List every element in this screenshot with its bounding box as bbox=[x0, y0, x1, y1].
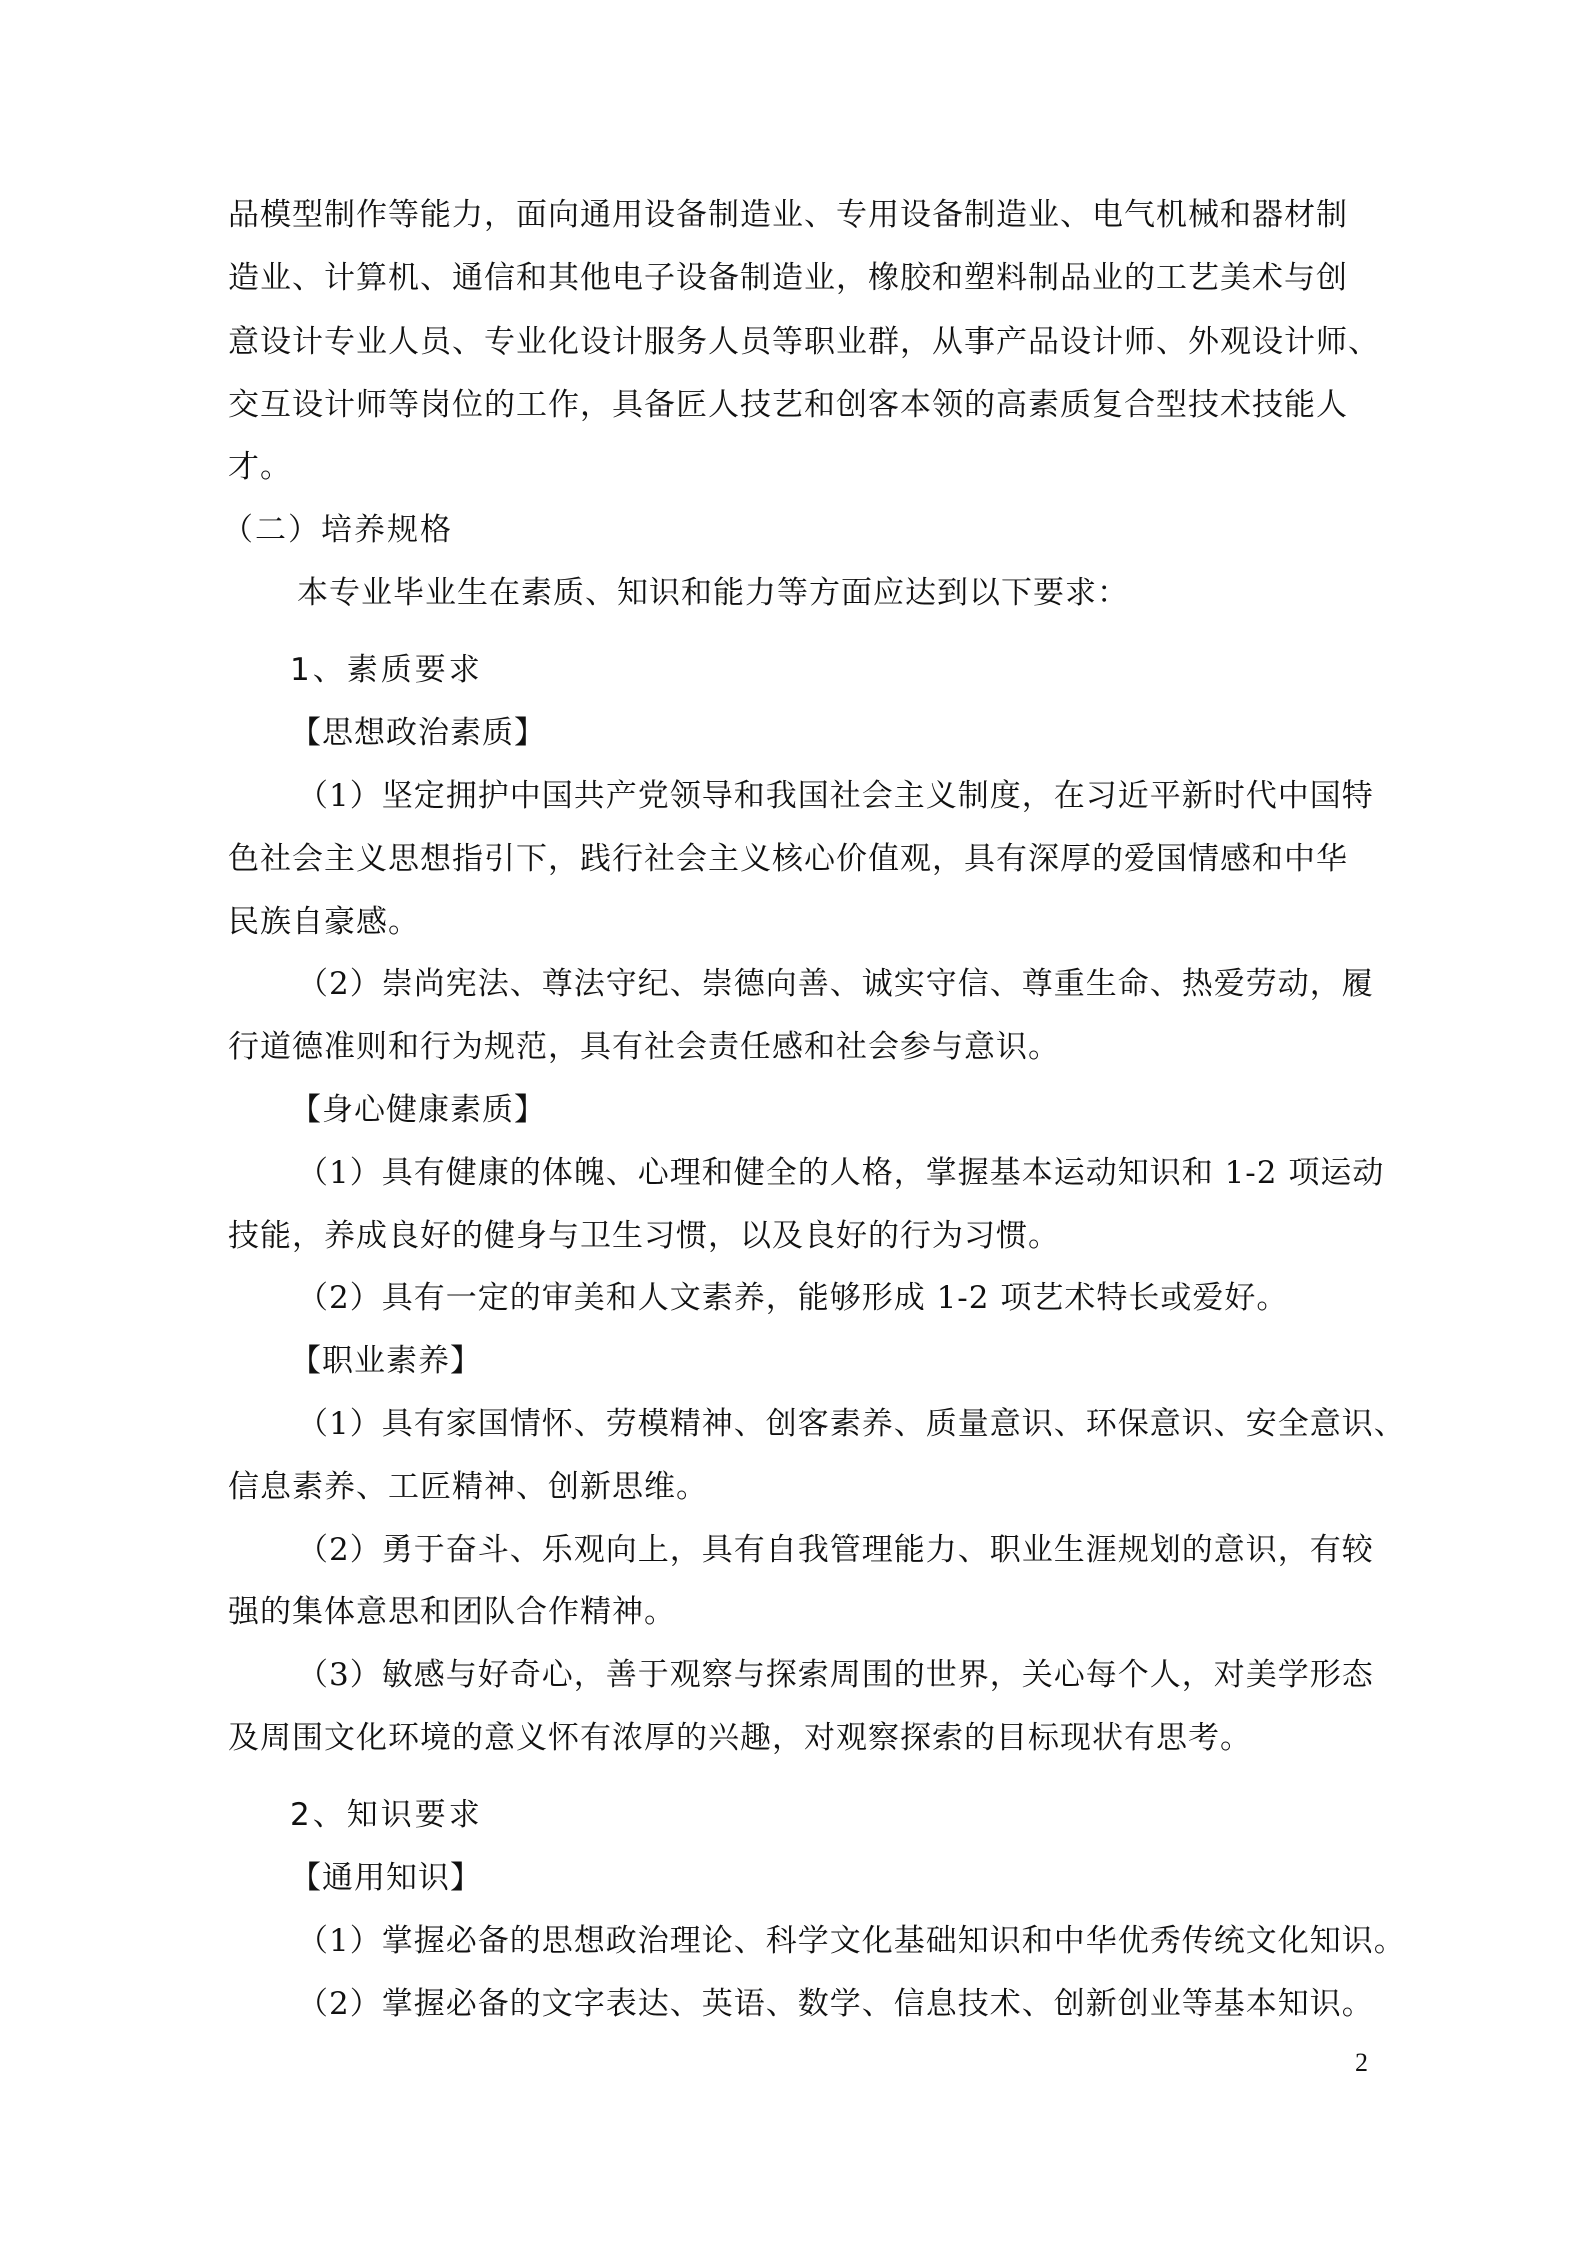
professional-item3-line2: 及周围文化环境的意义怀有浓厚的兴趣，对观察探索的目标现状有思考。 bbox=[228, 1720, 1252, 1756]
general-knowledge-item1: （1）掌握必备的思想政治理论、科学文化基础知识和中华优秀传统文化知识。 bbox=[297, 1923, 1406, 1959]
political-item1-line1: （1）坚定拥护中国共产党领导和我国社会主义制度，在习近平新时代中国特 bbox=[297, 778, 1374, 814]
intro-line-5: 才。 bbox=[228, 449, 292, 485]
health-item1-line2: 技能，养成良好的健身与卫生习惯，以及良好的行为习惯。 bbox=[228, 1218, 1060, 1254]
section-intro: 本专业毕业生在素质、知识和能力等方面应达到以下要求： bbox=[297, 575, 1129, 611]
knowledge-heading: 2、知识要求 bbox=[290, 1797, 483, 1833]
professional-item1-line2: 信息素养、工匠精神、创新思维。 bbox=[228, 1469, 708, 1505]
page-number: 2 bbox=[1355, 2048, 1368, 2077]
health-item1-line1: （1）具有健康的体魄、心理和健全的人格，掌握基本运动知识和 1-2 项运动 bbox=[297, 1155, 1385, 1191]
quality-heading: 1、素质要求 bbox=[290, 652, 483, 688]
general-knowledge-item2: （2）掌握必备的文字表达、英语、数学、信息技术、创新创业等基本知识。 bbox=[297, 1986, 1374, 2022]
political-item1-line2: 色社会主义思想指引下，践行社会主义核心价值观，具有深厚的爱国情感和中华 bbox=[228, 841, 1348, 877]
professional-item2-line1: （2）勇于奋斗、乐观向上，具有自我管理能力、职业生涯规划的意识，有较 bbox=[297, 1532, 1374, 1568]
intro-line-2: 造业、计算机、通信和其他电子设备制造业，橡胶和塑料制品业的工艺美术与创 bbox=[228, 260, 1348, 296]
political-item2-line1: （2）崇尚宪法、尊法守纪、崇德向善、诚实守信、尊重生命、热爱劳动，履 bbox=[297, 966, 1374, 1002]
intro-line-3: 意设计专业人员、专业化设计服务人员等职业群，从事产品设计师、外观设计师、 bbox=[228, 324, 1380, 360]
health-title: 【身心健康素质】 bbox=[290, 1092, 546, 1128]
health-item2-line1: （2）具有一定的审美和人文素养，能够形成 1-2 项艺术特长或爱好。 bbox=[297, 1280, 1289, 1316]
political-item1-line3: 民族自豪感。 bbox=[228, 904, 420, 940]
general-knowledge-title: 【通用知识】 bbox=[290, 1860, 482, 1896]
professional-item3-line1: （3）敏感与好奇心，善于观察与探索周围的世界，关心每个人，对美学形态 bbox=[297, 1657, 1374, 1693]
professional-item2-line2: 强的集体意思和团队合作精神。 bbox=[228, 1594, 676, 1630]
political-title: 【思想政治素质】 bbox=[290, 715, 546, 751]
section-title: （二）培养规格 bbox=[222, 512, 453, 548]
intro-line-4: 交互设计师等岗位的工作，具备匠人技艺和创客本领的高素质复合型技术技能人 bbox=[228, 387, 1348, 423]
political-item2-line2: 行道德准则和行为规范，具有社会责任感和社会参与意识。 bbox=[228, 1029, 1060, 1065]
professional-item1-line1: （1）具有家国情怀、劳模精神、创客素养、质量意识、环保意识、安全意识、 bbox=[297, 1406, 1406, 1442]
intro-line-1: 品模型制作等能力，面向通用设备制造业、专用设备制造业、电气机械和器材制 bbox=[228, 197, 1348, 233]
professional-title: 【职业素养】 bbox=[290, 1343, 482, 1379]
